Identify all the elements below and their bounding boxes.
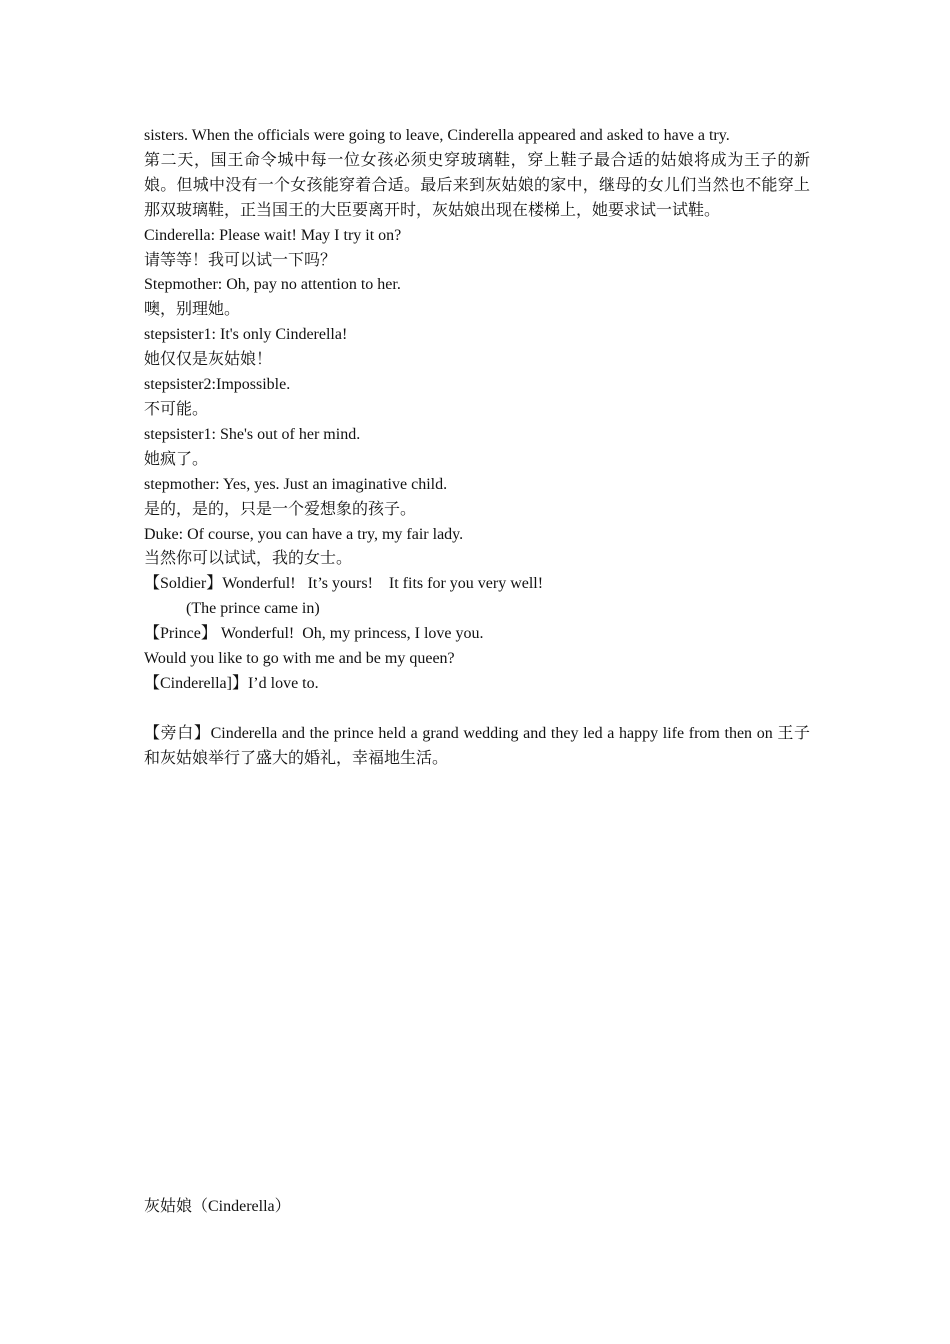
text-line: 不可能。 bbox=[144, 400, 209, 418]
chinese-paragraph: 第二天，国王命令城中每一位女孩必须史穿玻璃鞋，穿上鞋子最合适的姑娘将成为王子的新娘。但城中没有一个女孩能穿着合适。最后来到灰姑娘的家中，继母的女儿们当然也不能穿上那双玻璃鞋，正当国王的大臣要离开时，灰姑娘出现在楼梯上，她要求试一试鞋。 bbox=[144, 151, 810, 219]
text-line: stepsister2:Impossible. bbox=[144, 376, 291, 394]
narration-paragraph: 【旁白】Cinderella and the prince held a grand wedding and they led a happy life from then on 王子和灰姑娘举行了盛大的婚礼，幸福地生活。 bbox=[144, 724, 810, 767]
text-line: Duke: Of course, you can have a try, my fair lady. bbox=[144, 525, 464, 543]
text-line: 噢，别理她。 bbox=[144, 301, 241, 319]
text-line: sisters. When the officials were going to leave, Cinderella appeared and asked to have a try. bbox=[144, 127, 730, 144]
text-line: 【Cinderella]】I’d love to. bbox=[144, 674, 319, 692]
text-line: Cinderella: Please wait! May I try it on? bbox=[144, 226, 402, 244]
text-line: stepsister1: It's only Cinderella! bbox=[144, 326, 348, 344]
next-section-title: 灰姑娘（Cinderella） bbox=[144, 1198, 291, 1215]
text-line: 【Soldier】Wonderful! It’s yours! It fits for you very well! bbox=[144, 575, 544, 593]
text-line: 她仅仅是灰姑娘！ bbox=[144, 351, 273, 369]
text-line: 【Prince】 Wonderful! Oh, my princess, I love you. bbox=[144, 625, 484, 643]
text-line: 是的，是的，只是一个爱想象的孩子。 bbox=[144, 500, 417, 518]
blank-line bbox=[144, 697, 810, 722]
text-line: Would you like to go with me and be my queen? bbox=[144, 650, 455, 668]
text-line: stepmother: Yes, yes. Just an imaginative child. bbox=[144, 475, 448, 493]
text-line: 请等等！我可以试一下吗？ bbox=[144, 251, 337, 269]
text-line: stepsister1: She's out of her mind. bbox=[144, 425, 361, 443]
document-body bbox=[144, 124, 810, 772]
stage-direction: (The prince came in) bbox=[186, 600, 320, 618]
text-line: 她疯了。 bbox=[144, 450, 209, 468]
text-line: 当然你可以试试，我的女士。 bbox=[144, 550, 353, 568]
text-line: Stepmother: Oh, pay no attention to her. bbox=[144, 276, 401, 294]
